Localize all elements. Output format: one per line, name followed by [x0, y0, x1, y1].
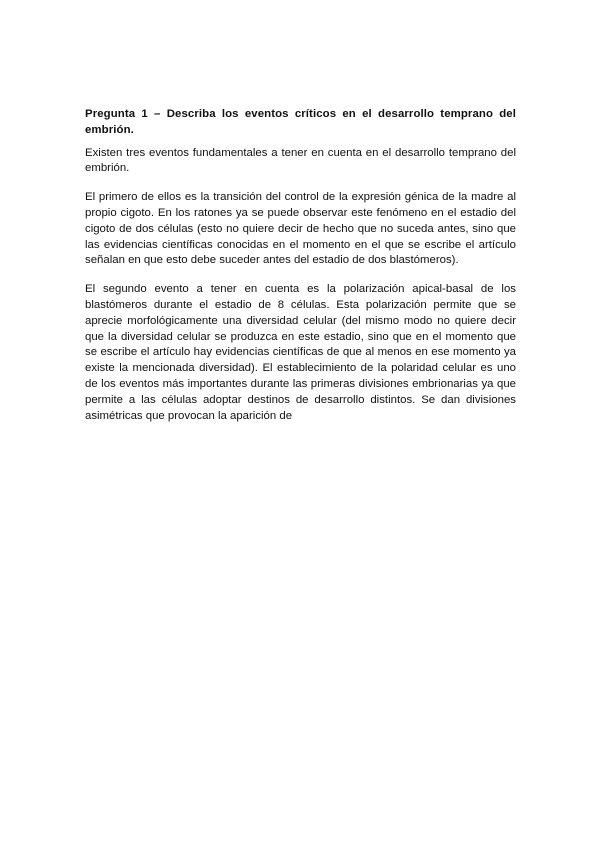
document-body	[85, 107, 516, 437]
paragraph-intro: Existen tres eventos fundamentales a tener en cuenta en el desarrollo temprano del embrión.	[85, 146, 516, 175]
paragraph-second-event: El segundo evento a tener en cuenta es la polarización apical-basal de los blastómeros durante el estadio de 8 células. Esta polarización permite que se aprecie morfológicamente una diversidad celular (del mismo modo no quiere decir que la diversidad celular se produzca en este estadio, sino que en el momento que se escribe el artículo hay evidencias científicas de que al menos en ese momento ya existe la mencionada diversidad). El establecimiento de la polaridad celular es uno de los eventos más importantes durante las primeras divisiones embrionarias ya que permite a las células adoptar destinos de desarrollo distintos. Se dan divisiones asimétricas que provocan la aparición de	[85, 283, 516, 422]
question-title: Pregunta 1 – Describa los eventos críticos en el desarrollo temprano del embrión.	[85, 108, 516, 136]
paragraph-first-event: El primero de ellos es la transición del control de la expresión génica de la madre al propio cigoto. En los ratones ya se puede observar este fenómeno en el estadio del cigoto de dos células (esto no quiere decir de hecho que no suceda antes, sino que las evidencias científicas conocidas en el momento en el que se escribe el artículo señalan en que esto debe suceder antes del estadio de dos blastómeros).	[85, 191, 516, 267]
